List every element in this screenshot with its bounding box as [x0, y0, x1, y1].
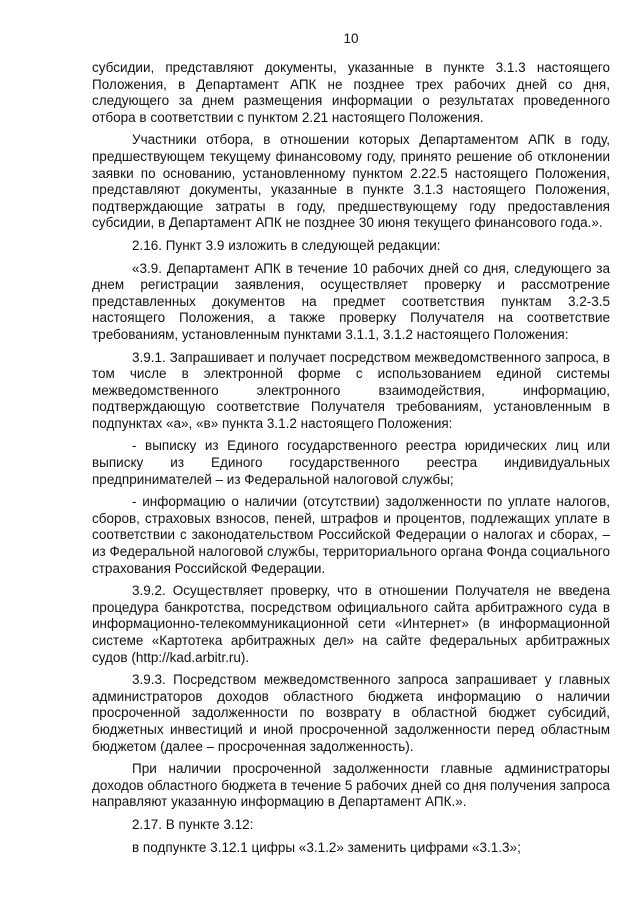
paragraph-clause-2-16: 2.16. Пункт 3.9 изложить в следующей редакции:: [132, 237, 441, 253]
page-number: 10: [343, 31, 359, 46]
paragraph-clause-3-9-3: 3.9.3. Посредством межведомственного запроса запрашивает у главных администраторов доходов областного бюджета информацию о наличии просроченной задолженности по возврату в областной бюджет субсидий, бюджетных инвестиций и иной просроченной задолженности перед областным бюджетом (далее – просроченная задолженность).: [92, 672, 610, 754]
paragraph-overdue-debt: При наличии просроченной задолженности главные администраторы доходов областного бюджета в течение 5 рабочих дней со дня получения запроса направляют указанную информацию в Департамент АПК.».: [92, 761, 610, 810]
paragraph-clause-3-9-1: 3.9.1. Запрашивает и получает посредством межведомственного запроса, в том числе в электронной форме с использованием единой системы межведомственного электронного взаимодействия, информацию, подтверждающую соответствие Получателя требованиям, установленным в подпунктах «а», «в» пункта 3.1.2 настоящего Положения:: [92, 349, 610, 431]
paragraph-rejected-participants: Участники отбора, в отношении которых Департаментом АПК в году, предшествующем текущему финансовому году, принято решение об отклонении заявки по основанию, установленному пунктом 2.22.5 настоящего Положения, представляют документы, указанные в пункте 3.1.3 настоящего Положения, подтверждающие затраты в году, предшествующему году предоставления субсидии, в Департамент АПК не позднее 30 июня текущего финансового года.».: [92, 132, 610, 231]
paragraph-subsidy-documents: субсидии, представляют документы, указанные в пункте 3.1.3 настоящего Положения, в Департамент АПК не позднее трех рабочих дней со дня, следующего за днем размещения информации о результатах проведенного отбора в соответствии с пунктом 2.21 настоящего Положения.: [92, 60, 610, 125]
paragraph-subclause-3-12-1: в подпункте 3.12.1 цифры «3.1.2» заменить цифрами «3.1.3»;: [132, 839, 521, 855]
paragraph-clause-3-9-2: 3.9.2. Осуществляет проверку, что в отношении Получателя не введена процедура банкротства, посредством официального сайта арбитражного суда в информационно-телекоммуникационной сети «Интернет» (в информационной системе «Картотека арбитражных дел» на сайте федеральных арбитражных судов (http://kad.arbitr.ru).: [92, 583, 610, 665]
paragraph-tax-debt-info: - информацию о наличии (отсутствии) задолженности по уплате налогов, сборов, страховых взносов, пеней, штрафов и процентов, подлежащих уплате в соответствии с законодательством Российской Федерации о налогах и сборах, – из Федеральной налоговой службы, территориального органа Фонда социального страхования Российской Федерации.: [92, 494, 611, 576]
paragraph-clause-3-9: «3.9. Департамент АПК в течение 10 рабочих дней со дня, следующего за днем регистрации заявления, осуществляет проверку и рассмотрение представленных документов на предмет соответствия пунктам 3.2-3.5 настоящего Положения, а также проверку Получателя на соответствие требованиям, установленным пунктами 3.1.1, 3.1.2 настоящего Положения:: [92, 260, 610, 342]
paragraph-registry-extract: - выписку из Единого государственного реестра юридических лиц или выписку из Единого государственного реестра индивидуальных предпринимателей – из Федеральной налоговой службы;: [92, 438, 610, 487]
paragraph-clause-2-17: 2.17. В пункте 3.12:: [132, 816, 254, 832]
